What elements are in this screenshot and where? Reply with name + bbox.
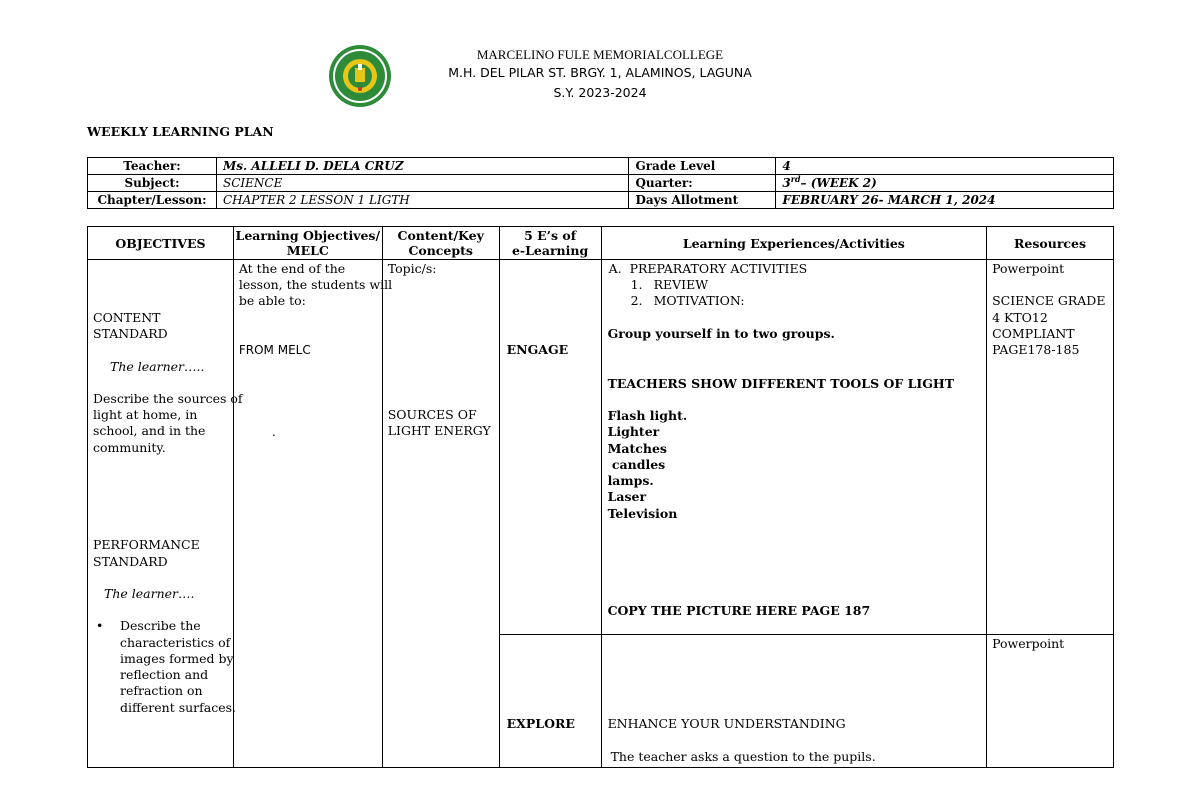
engage-resources-cell bbox=[987, 260, 1114, 635]
school-address: M.H. DEL PILAR ST. BRGY. 1, ALAMINOS, LAGUNA bbox=[448, 65, 752, 80]
col-content-line2: Concepts bbox=[408, 243, 473, 258]
explore-resources-cell bbox=[987, 635, 1114, 768]
engage-label: ENGAGE bbox=[506, 342, 569, 357]
learner-intro-1: The learner….. bbox=[110, 359, 205, 374]
bullet-line: reflection and bbox=[120, 667, 209, 682]
header-row bbox=[88, 227, 1114, 260]
melc-intro-line: be able to: bbox=[238, 293, 306, 308]
resource-line: COMPLIANT bbox=[992, 326, 1075, 341]
days-label: Days Allotment bbox=[629, 192, 776, 209]
quarter-week: – (WEEK 2) bbox=[800, 176, 877, 190]
school-year: S.Y. 2023-2024 bbox=[553, 85, 647, 100]
copy-picture-note: COPY THE PICTURE HERE PAGE 187 bbox=[607, 603, 871, 618]
describe-line: school, and in the bbox=[93, 423, 206, 438]
resource-powerpoint: Powerpoint bbox=[992, 261, 1065, 276]
col-learning-objectives-line2: MELC bbox=[286, 243, 329, 258]
col-resources: Resources bbox=[987, 227, 1114, 260]
bullet-dot: • bbox=[96, 618, 104, 633]
quarter-number: 3 bbox=[782, 176, 791, 190]
bullet-line: Describe the bbox=[120, 618, 201, 633]
review-item: REVIEW bbox=[653, 277, 709, 292]
melc-cell bbox=[233, 260, 393, 768]
resource-line: SCIENCE GRADE bbox=[992, 293, 1106, 308]
col-learning-objectives-line1: Learning Objectives/ bbox=[235, 228, 381, 243]
motivation-item: MOTIVATION: bbox=[653, 293, 745, 308]
engage-activities-cell bbox=[601, 260, 987, 635]
content-standard-line2: STANDARD bbox=[93, 326, 168, 341]
quarter-label: Quarter: bbox=[629, 175, 776, 192]
performance-standard-line1: PERFORMANCE bbox=[93, 537, 200, 552]
teacher-asks: The teacher asks a question to the pupils. bbox=[610, 749, 876, 764]
subject-label: Subject: bbox=[88, 175, 217, 192]
tool-item: Lighter bbox=[607, 424, 660, 439]
col-objectives: OBJECTIVES bbox=[88, 227, 234, 260]
tool-item: Flash light. bbox=[607, 408, 688, 423]
chapter-label: Chapter/Lesson: bbox=[88, 192, 217, 209]
subject-value: SCIENCE bbox=[216, 175, 628, 192]
melc-dot: . bbox=[271, 424, 276, 439]
content-standard-line1: CONTENT bbox=[93, 310, 161, 325]
topics-label: Topic/s: bbox=[387, 261, 437, 276]
group-instruction: Group yourself in to two groups. bbox=[607, 326, 835, 341]
describe-line: light at home, in bbox=[93, 407, 198, 422]
sources-line1: SOURCES OF bbox=[387, 407, 477, 422]
explore-activities-cell bbox=[601, 635, 987, 768]
melc-intro-line: At the end of the bbox=[238, 261, 346, 276]
info-row bbox=[88, 175, 1114, 192]
resource-line: 4 KTO12 bbox=[992, 310, 1048, 325]
quarter-value bbox=[776, 175, 1114, 192]
describe-line: community. bbox=[93, 440, 166, 455]
tool-item: lamps. bbox=[607, 473, 654, 488]
tool-item: candles bbox=[607, 457, 666, 472]
col-experiences: Learning Experiences/Activities bbox=[601, 227, 987, 260]
col-content-line1: Content/Key bbox=[397, 228, 484, 243]
col-learning-objectives bbox=[233, 227, 382, 260]
bullet-line: refraction on bbox=[120, 683, 203, 698]
plan-title: WEEKLY LEARNING PLAN bbox=[87, 124, 274, 139]
engage-row bbox=[88, 260, 1114, 635]
performance-standard-line2: STANDARD bbox=[93, 554, 168, 569]
chapter-value: CHAPTER 2 LESSON 1 LIGTH bbox=[216, 192, 628, 209]
sources-line2: LIGHT ENERGY bbox=[387, 423, 491, 438]
bullet-line: characteristics of bbox=[120, 635, 231, 650]
col-five-es-line2: e-Learning bbox=[511, 243, 589, 258]
resource-powerpoint: Powerpoint bbox=[992, 636, 1065, 651]
engage-cell bbox=[499, 260, 601, 635]
resource-line: PAGE178-185 bbox=[992, 342, 1080, 357]
explore-cell bbox=[499, 635, 601, 768]
teacher-value: Ms. ALLELI D. DELA CRUZ bbox=[216, 158, 628, 175]
grade-value: 4 bbox=[776, 158, 1114, 175]
col-five-es-line1: 5 E’s of bbox=[524, 228, 577, 243]
info-row bbox=[88, 158, 1114, 175]
col-five-es bbox=[499, 227, 601, 260]
section-title: PREPARATORY ACTIVITIES bbox=[629, 261, 808, 276]
learning-plan-table bbox=[87, 226, 1114, 768]
explore-label: EXPLORE bbox=[506, 716, 575, 731]
quarter-suffix: rd bbox=[790, 174, 801, 184]
tool-item: Matches bbox=[607, 441, 667, 456]
school-name: MARCELINO FULE MEMORIALCOLLEGE bbox=[476, 47, 724, 62]
teachers-show: TEACHERS SHOW DIFFERENT TOOLS OF LIGHT bbox=[607, 376, 955, 391]
days-value: FEBRUARY 26- MARCH 1, 2024 bbox=[776, 192, 1114, 209]
teacher-label: Teacher: bbox=[88, 158, 217, 175]
describe-line: Describe the sources of bbox=[93, 391, 243, 406]
grade-label: Grade Level bbox=[629, 158, 776, 175]
tool-item: Television bbox=[607, 506, 678, 521]
objectives-cell bbox=[88, 260, 243, 768]
bullet-line: images formed by bbox=[120, 651, 234, 666]
tool-item: Laser bbox=[607, 489, 647, 504]
info-row bbox=[88, 192, 1114, 209]
melc-intro-line: lesson, the students will bbox=[238, 277, 393, 292]
item-number: 2. bbox=[630, 293, 643, 308]
bullet-line: different surfaces. bbox=[120, 700, 237, 715]
from-melc: FROM MELC bbox=[238, 343, 311, 357]
col-content bbox=[382, 227, 499, 260]
enhance-understanding: ENHANCE YOUR UNDERSTANDING bbox=[607, 716, 846, 731]
learner-intro-2: The learner…. bbox=[104, 586, 195, 601]
content-cell bbox=[382, 260, 499, 768]
item-number: 1. bbox=[630, 277, 643, 292]
section-letter: A. bbox=[608, 261, 622, 276]
lesson-info-table bbox=[87, 157, 1114, 209]
